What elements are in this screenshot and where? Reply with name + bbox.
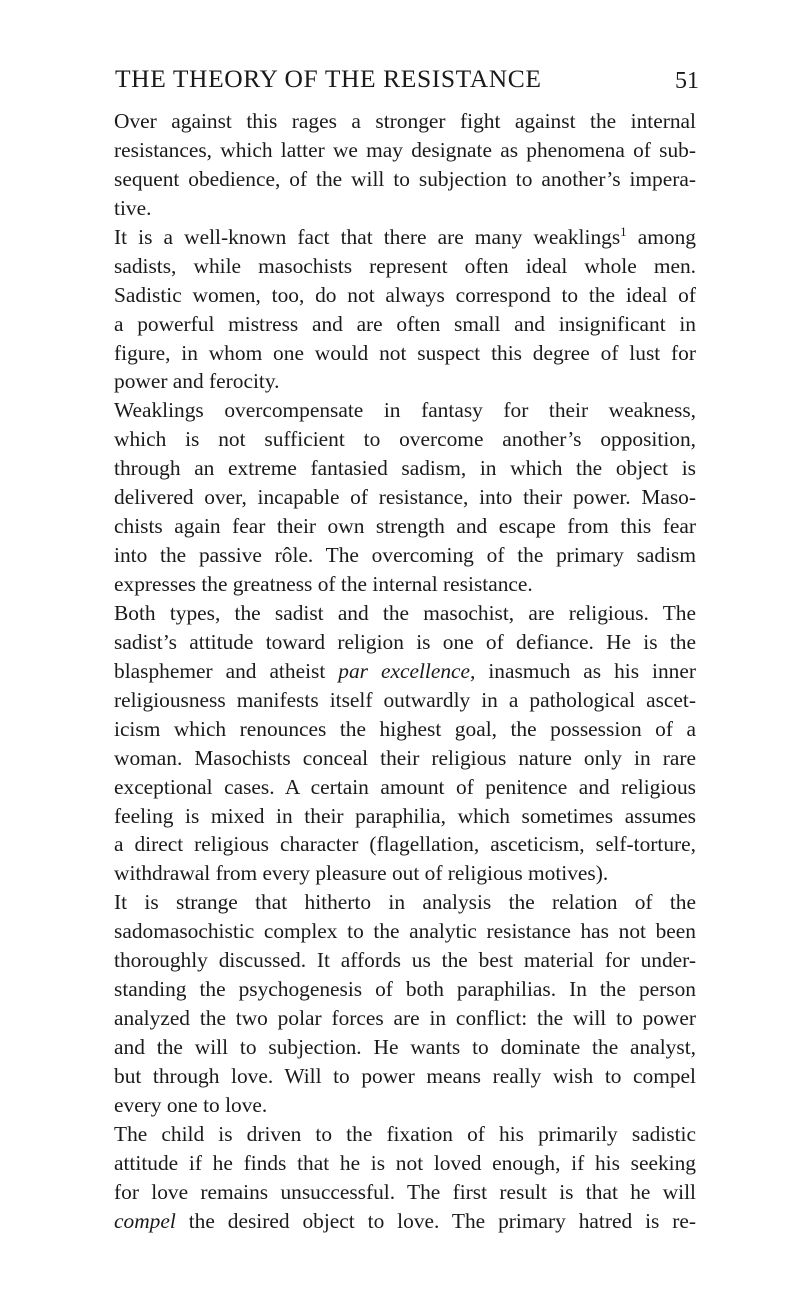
line-text: woman. Masochists conceal their religious nature only in rare bbox=[114, 745, 696, 770]
line-text: but through love. Will to power means really wish to compel bbox=[114, 1063, 696, 1088]
text-line bbox=[114, 1120, 696, 1149]
line-text: power and ferocity. bbox=[114, 369, 280, 394]
line-text: every one to love. bbox=[114, 1092, 268, 1117]
text-line bbox=[114, 830, 696, 859]
line-text: exceptional cases. A certain amount of penitence and religious bbox=[114, 774, 696, 799]
line-text: a powerful mistress and are often small and insignificant in bbox=[114, 311, 696, 336]
line-text: withdrawal from every pleasure out of religious motives). bbox=[114, 861, 609, 886]
line-text: It is a well-known fact that there are many weaklings bbox=[114, 224, 621, 249]
line-text: Both types, the sadist and the masochist, are religious. The bbox=[114, 600, 696, 625]
line-text: attitude if he finds that he is not loved enough, if his seeking bbox=[114, 1150, 696, 1175]
text-line bbox=[114, 1004, 696, 1033]
text-line bbox=[114, 223, 696, 252]
line-text-continued: inasmuch as his inner bbox=[475, 658, 696, 683]
line-text: standing the psychogenesis of both paraphilias. In the person bbox=[114, 977, 696, 1002]
line-text: sadists, while masochists represent often ideal whole men. bbox=[114, 253, 696, 278]
text-line bbox=[114, 107, 696, 136]
text-line bbox=[114, 165, 696, 194]
line-text: sequent obedience, of the will to subjection to another’s impera- bbox=[114, 166, 696, 191]
text-line bbox=[114, 425, 696, 454]
line-text-continued: among bbox=[626, 224, 696, 249]
line-text: resistances, which latter we may designate as phenomena of sub- bbox=[114, 137, 696, 162]
line-text: tive. bbox=[114, 195, 152, 220]
text-line bbox=[114, 194, 696, 223]
line-text: expresses the greatness of the internal resistance. bbox=[114, 572, 533, 596]
text-line bbox=[114, 367, 696, 396]
line-text: a direct religious character (flagellation, asceticism, self-torture, bbox=[114, 832, 696, 857]
text-line bbox=[114, 917, 696, 946]
page-number: 51 bbox=[675, 68, 699, 94]
line-text: blasphemer and atheist bbox=[114, 658, 339, 683]
line-text: analyzed the two polar forces are in conflict: the will to power bbox=[114, 1006, 696, 1031]
text-line bbox=[114, 570, 696, 599]
text-line bbox=[114, 715, 696, 744]
line-text: thoroughly discussed. It affords us the best material for under- bbox=[114, 948, 696, 973]
line-text: Weaklings overcompensate in fantasy for their weakness, bbox=[114, 398, 696, 423]
text-line bbox=[114, 946, 696, 975]
line-text-continued: the desired object to love. The primary hatred is re- bbox=[175, 1208, 696, 1233]
text-line bbox=[114, 1149, 696, 1178]
line-text: and the will to subjection. He wants to dominate the analyst, bbox=[114, 1035, 696, 1059]
footnote-marker[interactable]: 1 bbox=[620, 223, 627, 239]
text-line bbox=[114, 888, 696, 917]
line-text: chists again fear their own strength and escape from this fear bbox=[114, 514, 696, 539]
text-line bbox=[114, 512, 696, 541]
italic-text: par excellence, bbox=[338, 658, 476, 683]
text-line bbox=[114, 541, 696, 570]
text-line bbox=[114, 1207, 696, 1236]
text-line bbox=[114, 599, 696, 628]
text-line bbox=[114, 657, 696, 686]
running-head bbox=[115, 62, 699, 96]
text-line bbox=[114, 773, 696, 802]
line-text: religiousness manifests itself outwardly in a pathological ascet- bbox=[114, 687, 696, 712]
line-text: which is not sufficient to overcome another’s opposition, bbox=[114, 427, 696, 452]
text-line bbox=[114, 859, 696, 888]
text-line bbox=[114, 136, 696, 165]
text-line bbox=[114, 1091, 696, 1120]
line-text: for love remains unsuccessful. The first result is that he will bbox=[114, 1179, 696, 1204]
text-line bbox=[114, 252, 696, 281]
text-line bbox=[114, 744, 696, 773]
line-text: through an extreme fantasied sadism, in which the object is bbox=[114, 456, 696, 481]
running-title: THE THEORY OF THE RESISTANCE bbox=[115, 64, 542, 93]
text-line bbox=[114, 396, 696, 425]
line-text: sadomasochistic complex to the analytic resistance has not been bbox=[114, 919, 696, 944]
text-line bbox=[114, 628, 696, 657]
line-text: into the passive rôle. The overcoming of the primary sadism bbox=[114, 543, 696, 568]
text-line bbox=[114, 1033, 696, 1062]
text-line bbox=[114, 802, 696, 831]
line-text: figure, in whom one would not suspect this degree of lust for bbox=[114, 340, 696, 365]
line-text: sadist’s attitude toward religion is one of defiance. He is the bbox=[114, 629, 696, 654]
text-line bbox=[114, 1062, 696, 1091]
line-text: icism which renounces the highest goal, the possession of a bbox=[114, 716, 696, 741]
line-text: feeling is mixed in their paraphilia, which sometimes assumes bbox=[114, 803, 696, 828]
text-line bbox=[114, 483, 696, 512]
italic-text: compel bbox=[114, 1208, 176, 1233]
text-line bbox=[114, 454, 696, 483]
line-text: The child is driven to the fixation of his primarily sadistic bbox=[114, 1121, 696, 1146]
text-line bbox=[114, 339, 696, 368]
line-text: Sadistic women, too, do not always correspond to the ideal of bbox=[114, 282, 696, 307]
body-text bbox=[114, 107, 696, 1236]
text-line bbox=[114, 1178, 696, 1207]
text-line bbox=[114, 686, 696, 715]
line-text: delivered over, incapable of resistance, into their power. Maso- bbox=[114, 485, 696, 510]
line-text: It is strange that hitherto in analysis the relation of the bbox=[114, 890, 696, 915]
text-line bbox=[114, 310, 696, 339]
text-line bbox=[114, 281, 696, 310]
text-line bbox=[114, 975, 696, 1004]
line-text: Over against this rages a stronger fight against the internal bbox=[114, 109, 696, 133]
